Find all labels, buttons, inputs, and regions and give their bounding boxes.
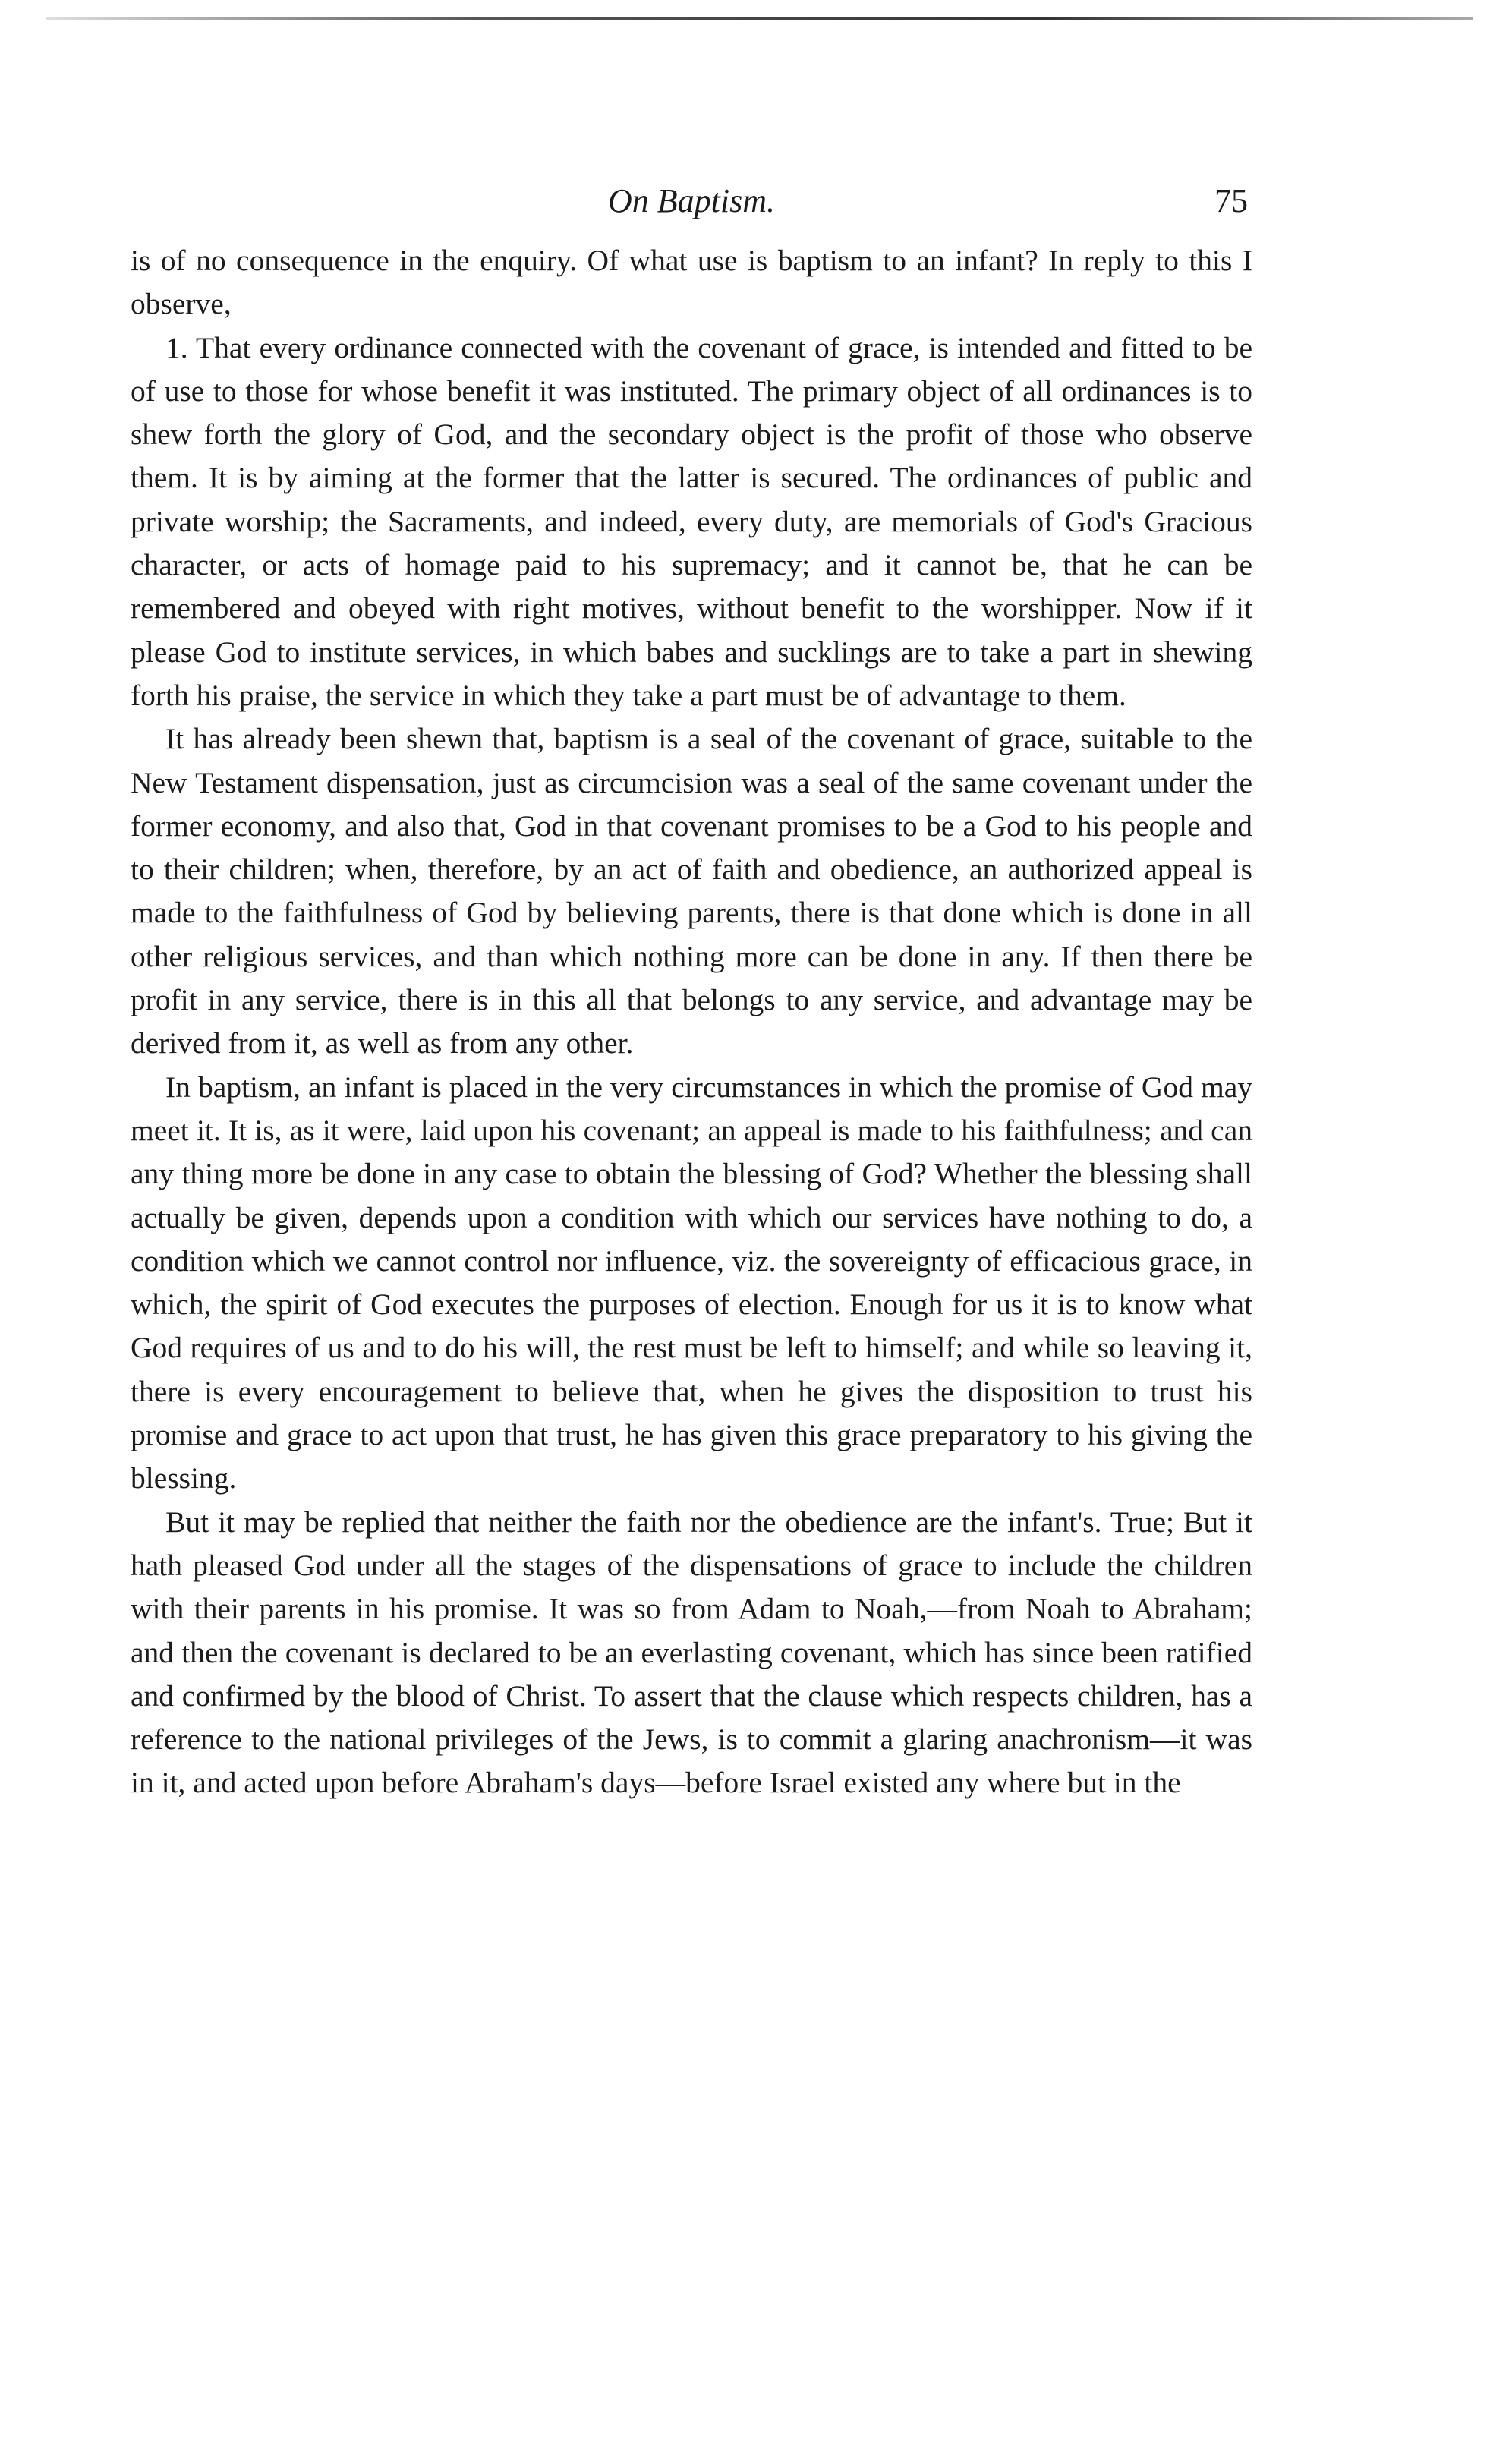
paragraph-seal-of-covenant: It has already been shewn that, baptism is a seal of the covenant of grace, suitable to the New Testament dispensation, just as circumcision was a seal of the same covenant under the former economy, and also that, God in that covenant promises to be a God to his people and to their children; when, therefore, by an act of faith and obedience, an authorized appeal is made to the faithfulness of God by believing parents, there is that done which is done in all other religious services, and than which nothing more can be done in any. If then there be profit in any service, there is in this all that belongs to any service, and advantage may be derived from it, as well as from any other. [131, 722, 1252, 1060]
paragraph-faith-obedience: But it may be replied that neither the faith nor the obedience are the infant's. True; But it hath pleased God under all the stages of the dispensations of grace to include the children with their parents in his promise. It was so from Adam to Noah,—from Noah to Abraham; and then the covenant is declared to be an everlasting covenant, which has since been ratified and confirmed by the blood of Christ. To assert that the clause which respects children, has a reference to the national privileges of the Jews, is to commit a glaring anachronism—it was in it, and acted upon before Abraham's days—before Israel existed any where but in the [131, 1505, 1252, 1800]
running-title: On Baptism. [608, 182, 775, 219]
paragraph-continuation: is of no consequence in the enquiry. Of what use is baptism to an infant? In reply to this I observe, [131, 244, 1252, 321]
body-text [131, 239, 1252, 1805]
page-top-edge-rule [46, 17, 1473, 20]
book-page [131, 178, 1252, 1805]
running-head [131, 178, 1252, 239]
paragraph-infant-placed: In baptism, an infant is placed in the very circumstances in which the promise of God may meet it. It is, as it were, laid upon his covenant; an appeal is made to his faithfulness; and can any thing more be done in any case to obtain the blessing of God? Whether the blessing shall actually be given, depends upon a condition with which our services have nothing to do, a condition which we cannot control nor influence, viz. the sovereignty of efficacious grace, in which, the spirit of God executes the purposes of election. Enough for us it is to know what God requires of us and to do his will, the rest must be left to himself; and while so leaving it, there is every encouragement to believe that, when he gives the disposition to trust his promise and grace to act upon that trust, he has given this grace preparatory to his giving the blessing. [131, 1070, 1252, 1495]
page-number: 75 [1214, 182, 1248, 219]
paragraph-ordinance-purpose: 1. That every ordinance connected with the covenant of grace, is intended and fitted to be of use to those for whose benefit it was instituted. The primary object of all ordinances is to shew forth the glory of God, and the secondary object is the profit of those who observe them. It is by aiming at the former that the latter is secured. The ordinances of public and private worship; the Sacraments, and indeed, every duty, are memorials of God's Gracious character, or acts of homage paid to his supremacy; and it cannot be, that he can be remembered and obeyed with right motives, without benefit to the worshipper. Now if it please God to institute services, in which babes and sucklings are to take a part in shewing forth his praise, the service in which they take a part must be of advantage to them. [131, 330, 1252, 712]
